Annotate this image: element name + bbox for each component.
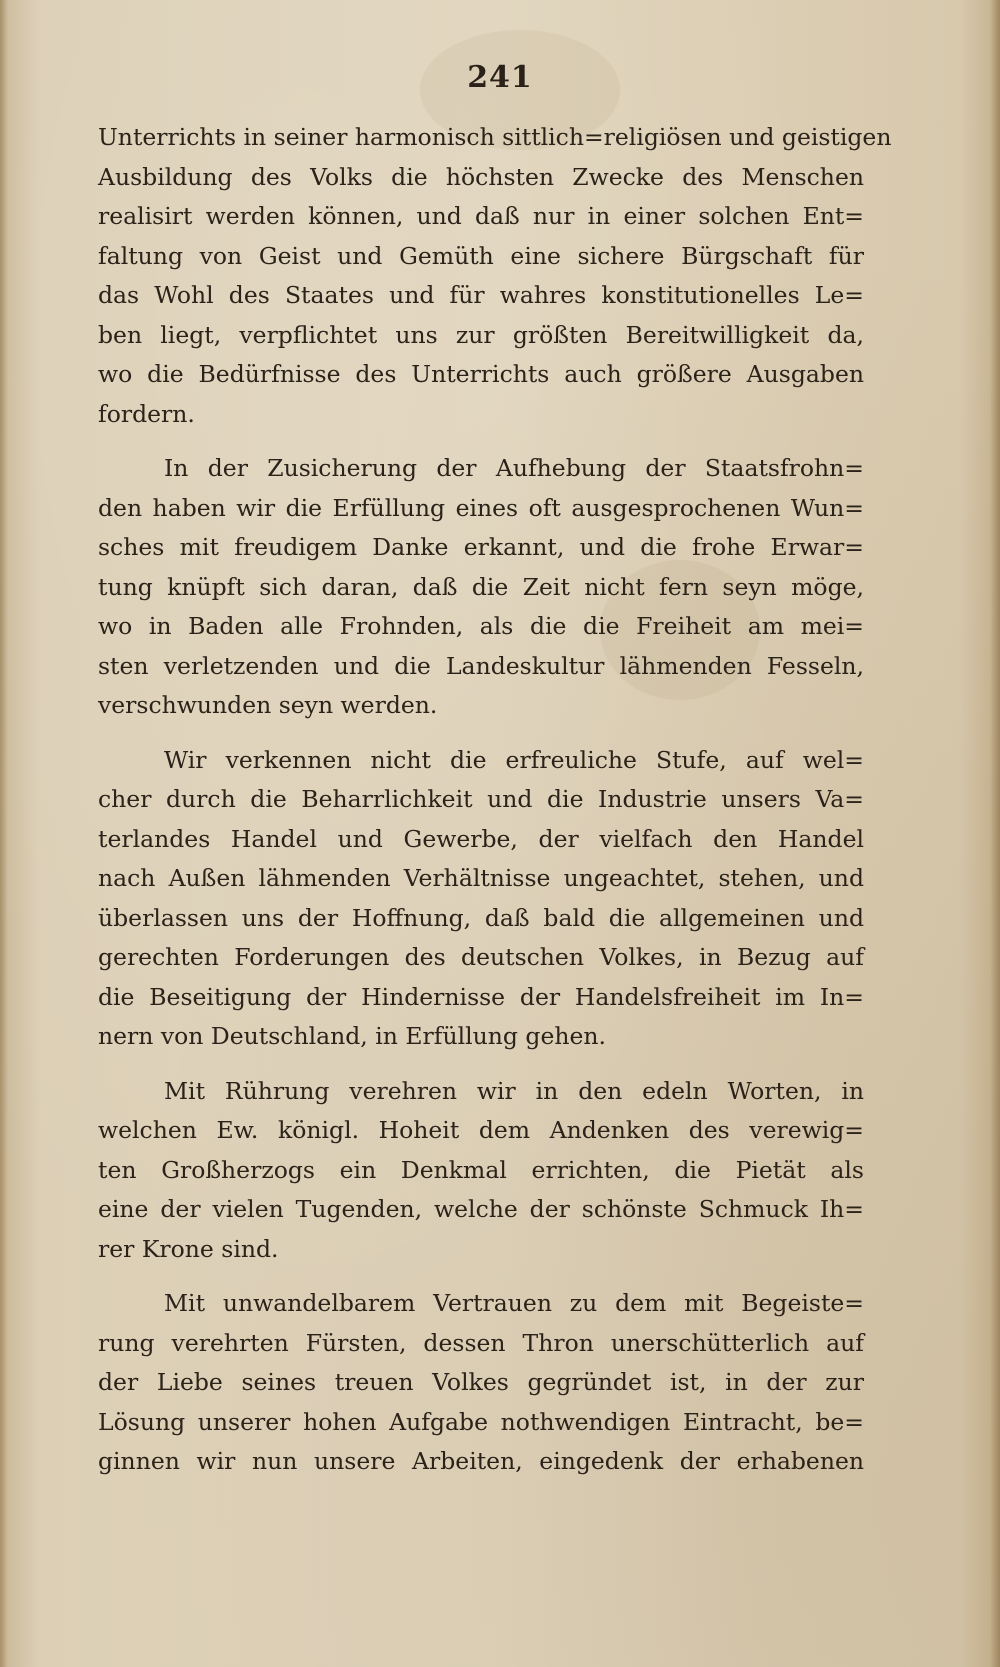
text-line: Wir verkennen nicht die erfreuliche Stufe, auf wel= <box>164 745 864 774</box>
text-line: nach Außen lähmenden Verhältnisse ungeachtet, stehen, und <box>98 864 864 892</box>
text-line: Ausbildung des Volks die höchsten Zwecke des Menschen <box>98 162 864 191</box>
text-line: gerechten Forderungen des deutschen Volkes, in Bezug auf <box>98 943 864 971</box>
text-line: In der Zusicherung der Aufhebung der Staatsfrohn= <box>164 454 864 482</box>
text-line: rung verehrten Fürsten, dessen Thron unerschütterlich auf <box>98 1328 864 1357</box>
text-line: Mit Rührung verehren wir in den edeln Worten, in <box>164 1076 864 1105</box>
text-line: Lösung unserer hohen Aufgabe nothwendigen Eintracht, be= <box>98 1407 864 1436</box>
text-line: Mit unwandelbarem Vertrauen zu dem mit Begeiste= <box>164 1289 864 1317</box>
text-line: ten Großherzogs ein Denkmal errichten, die Pietät als <box>98 1155 864 1184</box>
text-line: eine der vielen Tugenden, welche der schönste Schmuck Ih= <box>98 1195 864 1223</box>
text-line: sten verletzenden und die Landeskultur lähmenden Fesseln, <box>98 651 864 680</box>
text-line: den haben wir die Erfüllung eines oft ausgesprochenen Wun= <box>98 493 864 522</box>
page-edge-right <box>990 0 1000 1667</box>
paragraph <box>98 741 864 1057</box>
text-line: das Wohl des Staates und für wahres konstitutionelles Le= <box>98 281 864 309</box>
text-line: wo in Baden alle Frohnden, als die die Freiheit am mei= <box>98 612 864 640</box>
text-line: cher durch die Beharrlichkeit und die Industrie unsers Va= <box>98 785 864 813</box>
text-line: die Beseitigung der Hindernisse der Handelsfreiheit im In= <box>98 982 864 1011</box>
text-line: welchen Ew. königl. Hoheit dem Andenken des verewig= <box>98 1116 864 1144</box>
page-number: 241 <box>467 60 533 95</box>
body-text <box>98 118 892 1497</box>
text-line: wo die Bedürfnisse des Unterrichts auch größere Ausgaben <box>98 360 864 388</box>
text-line: tung knüpft sich daran, daß die Zeit nicht fern seyn möge, <box>98 572 864 601</box>
text-line: nern von Deutschland, in Erfüllung gehen. <box>98 1022 606 1050</box>
text-line: der Liebe seines treuen Volkes gegründet ist, in der zur <box>98 1368 864 1396</box>
page-edge-left <box>0 0 8 1667</box>
paragraph <box>98 449 864 726</box>
text-line: rer Krone sind. <box>98 1234 279 1263</box>
text-line: realisirt werden können, und daß nur in einer solchen Ent= <box>98 202 864 230</box>
text-line: fordern. <box>98 399 195 428</box>
text-line: ben liegt, verpflichtet uns zur größten Bereitwilligkeit da, <box>98 320 864 349</box>
text-line: ginnen wir nun unsere Arbeiten, eingedenk der erhabenen <box>98 1447 864 1475</box>
text-line: überlassen uns der Hoffnung, daß bald die allgemeinen und <box>98 903 864 932</box>
text-line: faltung von Geist und Gemüth eine sichere Bürgschaft für <box>98 241 864 270</box>
paragraph <box>98 118 892 434</box>
text-line: terlandes Handel und Gewerbe, der vielfach den Handel <box>98 824 864 853</box>
text-line: sches mit freudigem Danke erkannt, und die frohe Erwar= <box>98 533 864 561</box>
text-line: verschwunden seyn werden. <box>98 691 438 719</box>
paragraph <box>98 1072 864 1270</box>
text-line: Unterrichts in seiner harmonisch sittlich=religiösen und geistigen <box>98 123 892 151</box>
paragraph <box>98 1284 864 1482</box>
